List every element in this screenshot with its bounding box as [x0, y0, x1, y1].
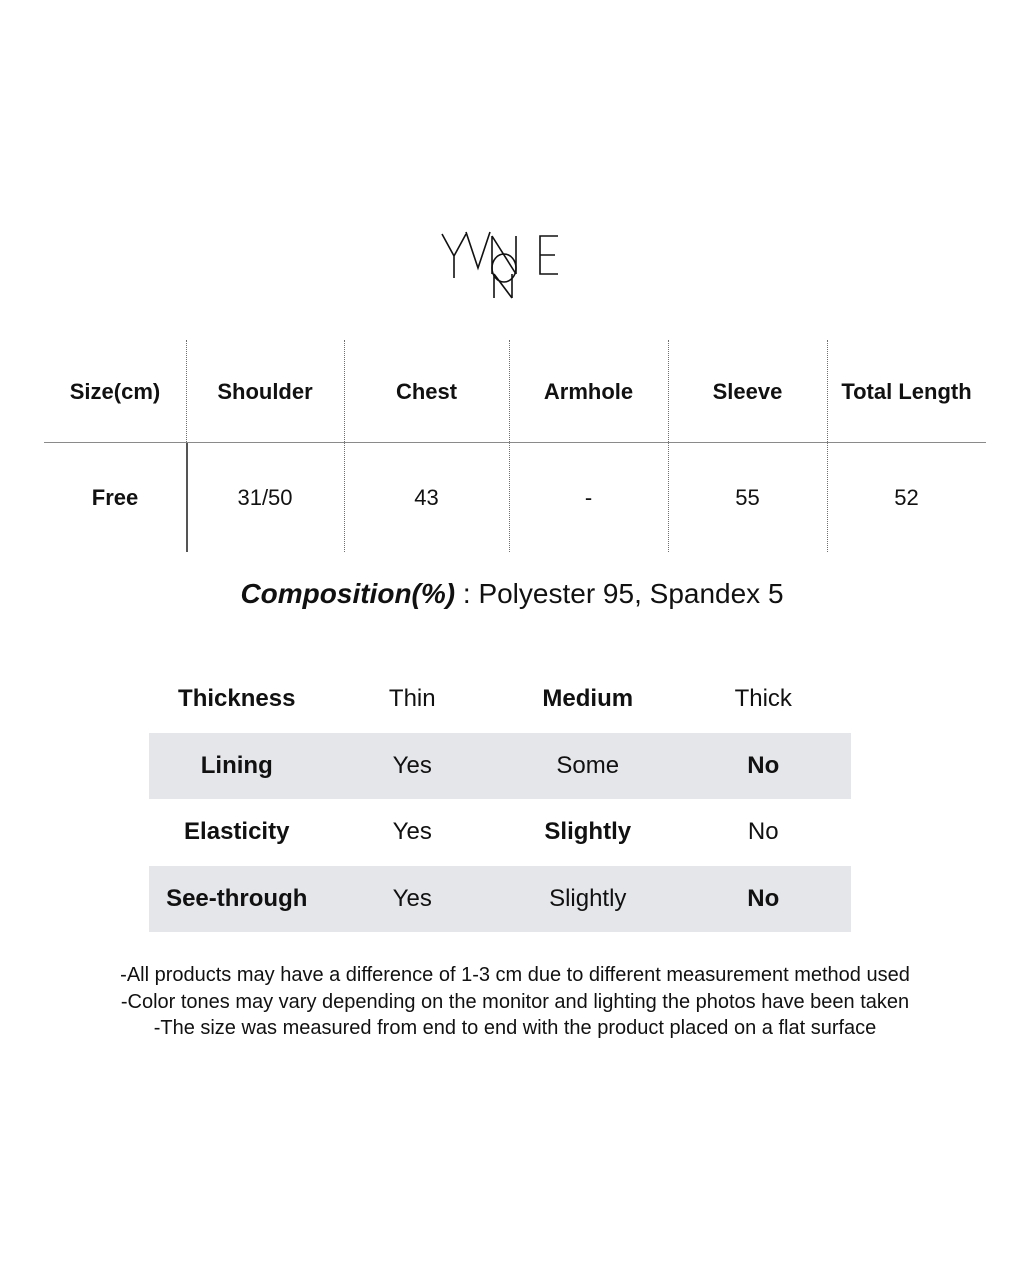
- composition-label: Composition(%): [240, 578, 456, 609]
- attribute-option-selected: No: [747, 752, 780, 779]
- fabric-attributes-table: [149, 666, 851, 932]
- attribute-label: See-through: [166, 885, 308, 912]
- measurement-notes: [0, 962, 1024, 1042]
- attribute-option: Some: [556, 752, 620, 779]
- chest-value: 43: [414, 484, 439, 510]
- composition-value: Polyester 95, Spandex 5: [478, 578, 784, 609]
- shoulder-value: 31/50: [237, 484, 293, 510]
- sleeve-value: 55: [735, 484, 760, 510]
- attribute-label: Elasticity: [184, 818, 290, 845]
- attribute-option: Yes: [392, 752, 432, 779]
- header-shoulder: Shoulder: [217, 378, 313, 404]
- brand-logo: [436, 222, 566, 302]
- attribute-option: Thin: [388, 685, 436, 712]
- column-divider: [668, 340, 669, 552]
- header-chest: Chest: [395, 378, 458, 404]
- attribute-option-selected: No: [747, 885, 780, 912]
- attribute-option-selected: Slightly: [544, 818, 632, 845]
- attribute-option-selected: Medium: [542, 685, 634, 712]
- size-table: [44, 340, 986, 552]
- note-line: -All products may have a difference of 1-3 cm due to different measurement method used: [120, 964, 910, 986]
- header-sleeve: Sleeve: [712, 378, 783, 404]
- column-divider: [344, 340, 345, 552]
- attribute-row-thickness: [149, 666, 851, 732]
- column-divider: [509, 340, 510, 552]
- attribute-option: No: [747, 818, 779, 845]
- total-length-value: 52: [894, 484, 919, 510]
- header-armhole: Armhole: [543, 378, 634, 404]
- header-total-length: Total Length: [841, 378, 972, 404]
- attribute-option: Yes: [392, 885, 432, 912]
- size-column-divider: [186, 443, 188, 552]
- armhole-value: -: [584, 484, 593, 510]
- brand-logo-mark: [436, 222, 566, 302]
- attribute-label: Lining: [200, 752, 273, 779]
- attribute-row-elasticity: [149, 799, 851, 865]
- note-line: -The size was measured from end to end with the product placed on a flat surface: [153, 1017, 877, 1039]
- composition-separator: :: [455, 578, 479, 609]
- header-size: Size(cm): [69, 378, 161, 404]
- attribute-row-lining: [149, 733, 851, 799]
- composition-line: [0, 578, 1024, 610]
- column-divider: [827, 340, 828, 552]
- attribute-option: Slightly: [549, 885, 627, 912]
- attribute-label: Thickness: [178, 685, 296, 712]
- attribute-option: Thick: [734, 685, 792, 712]
- attribute-option: Yes: [392, 818, 432, 845]
- note-line: -Color tones may vary depending on the monitor and lighting the photos have been taken: [120, 990, 910, 1013]
- size-value: Free: [91, 484, 139, 510]
- attribute-row-see-through: [149, 866, 851, 932]
